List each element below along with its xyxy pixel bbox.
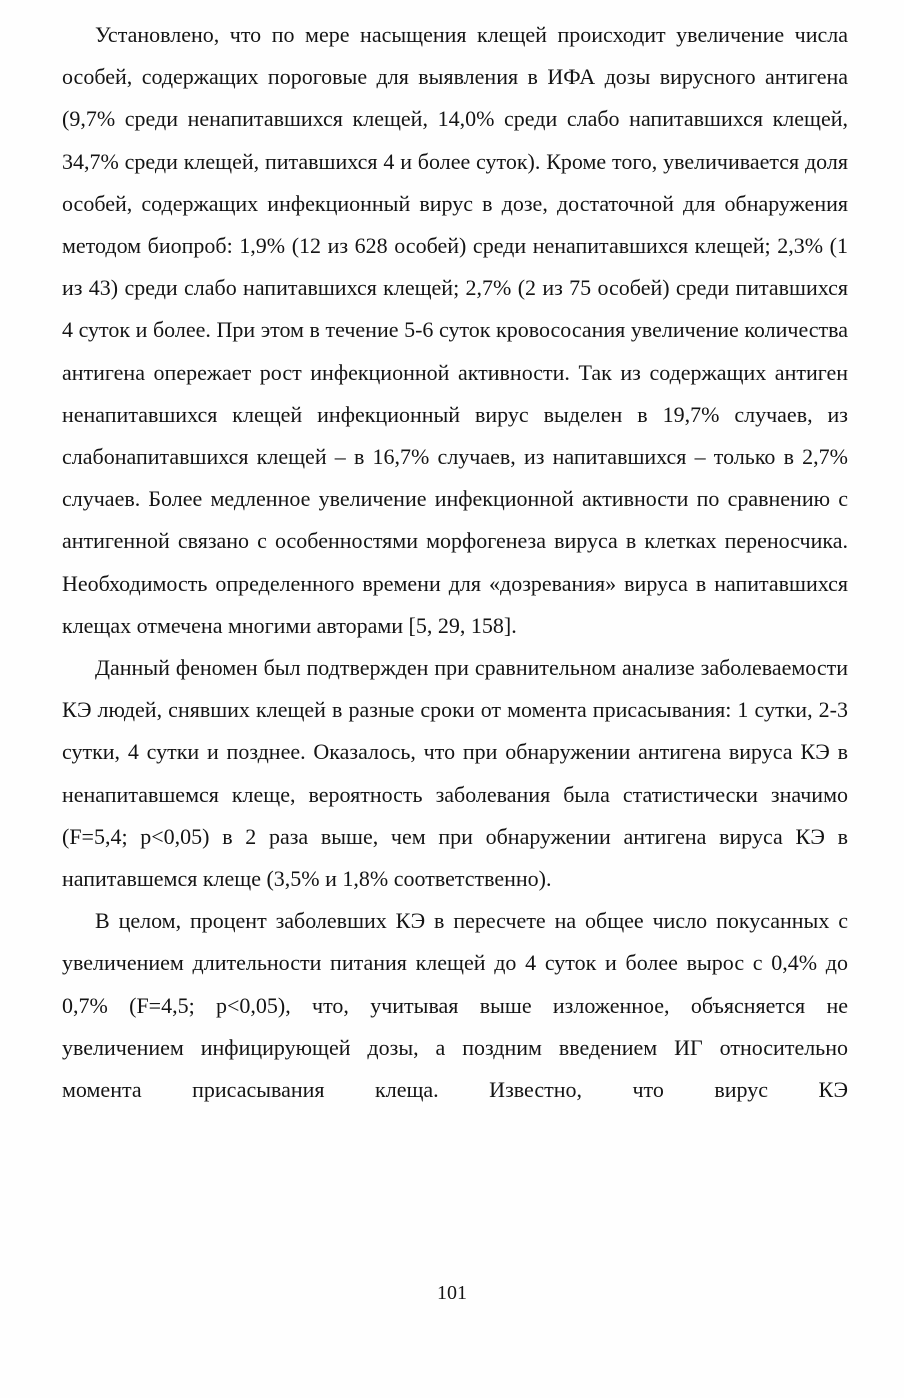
paragraph-3: В целом, процент заболевших КЭ в пересчете на общее число покусанных с увеличением длительности питания клещей до 4 суток и более вырос с 0,4% до 0,7% (F=4,5; p<0,05), что, учитывая выше изложенное, объясняется не увеличением инфицирующей дозы, а поздним введением ИГ относительно момента присасывания клеща. Известно, что вирус КЭ bbox=[62, 908, 848, 1103]
paragraph-1: Установлено, что по мере насыщения клещей происходит увеличение числа особей, содержащих пороговые для выявления в ИФА дозы вирусного антигена (9,7% среди ненапитавшихся клещей, 14,0% среди слабо напитавшихся клещей, 34,7% среди клещей, питавшихся 4 и более суток). Кроме того, увеличивается доля особей, содержащих инфекционный вирус в дозе, достаточной для обнаружения методом биопроб: 1,9% (12 из 628 особей) среди ненапитавшихся клещей; 2,3% (1 из 43) среди слабо напитавшихся клещей; 2,7% (2 из 75 особей) среди питавшихся 4 суток и более. При этом в течение 5-6 суток кровососания увеличение количества антигена опережает рост инфекционной активности. Так из содержащих антиген ненапитавшихся клещей инфекционный вирус выделен в 19,7% случаев, из слабонапитавшихся клещей – в 16,7% случаев, из напитавшихся – только в 2,7% случаев. Более медленное увеличение инфекционной активности по сравнению с антигенной связано с особенностями морфогенеза вируса в клетках переносчика. Необходимость определенного времени для «дозревания» вируса в напитавшихся клещах отмечена многими авторами [5, 29, 158]. bbox=[62, 22, 848, 638]
body-text bbox=[62, 14, 848, 1111]
page-number: 101 bbox=[437, 1282, 467, 1304]
paragraph-2: Данный феномен был подтвержден при сравнительном анализе заболеваемости КЭ людей, снявших клещей в разные сроки от момента присасывания: 1 сутки, 2-3 сутки, 4 сутки и позднее. Оказалось, что при обнаружении антигена вируса КЭ в ненапитавшемся клеще, вероятность заболевания была статистически значимо (F=5,4; p<0,05) в 2 раза выше, чем при обнаружении антигена вируса КЭ в напитавшемся клеще (3,5% и 1,8% соответственно). bbox=[62, 655, 848, 892]
